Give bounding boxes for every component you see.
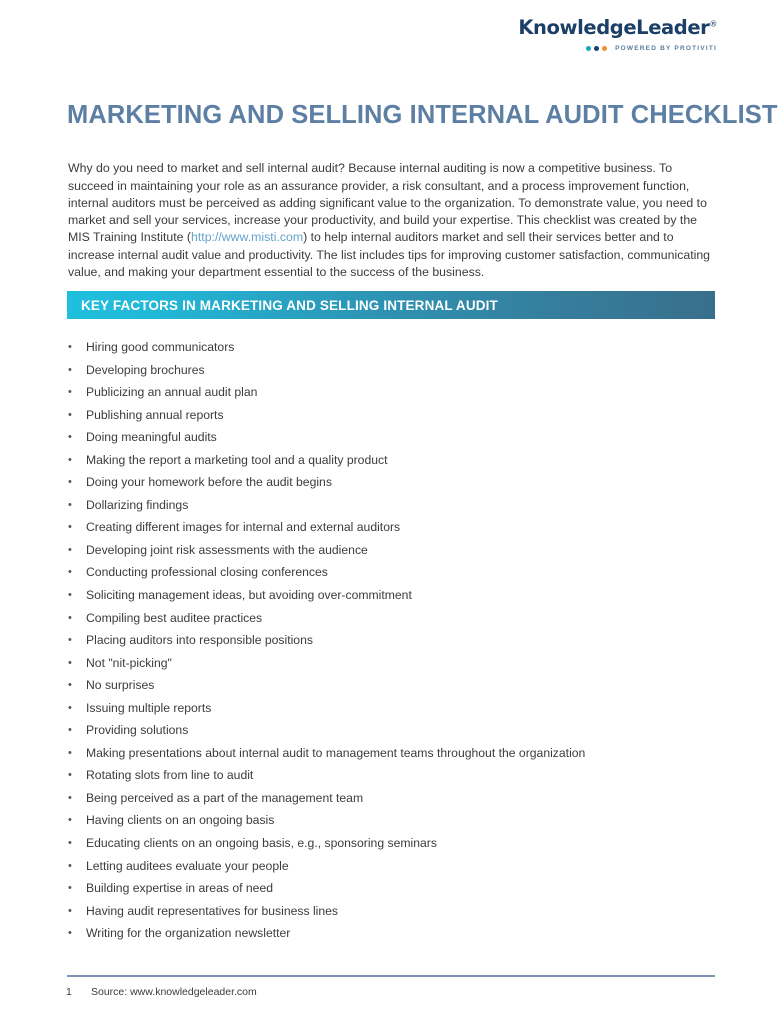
list-item-label: Publicizing an annual audit plan [86, 385, 258, 400]
list-item [68, 607, 728, 630]
list-item [68, 359, 728, 382]
logo-tagline-text: POWERED BY PROTIVITI [615, 44, 717, 52]
intro-paragraph [68, 160, 714, 281]
bullet-marker-icon: • [68, 543, 72, 556]
list-item-label: Doing meaningful audits [86, 430, 217, 445]
bullet-marker-icon: • [68, 927, 72, 940]
bullet-marker-icon: • [68, 521, 72, 534]
misti-link[interactable]: http://www.misti.com [191, 230, 304, 245]
bullet-marker-icon: • [68, 814, 72, 827]
list-item-label: Rotating slots from line to audit [86, 768, 254, 783]
list-item [68, 652, 728, 675]
key-factors-list [68, 336, 728, 945]
page-title: MARKETING AND SELLING INTERNAL AUDIT CHECKLIST [67, 101, 778, 130]
list-item-label: Soliciting management ideas, but avoiding over-commitment [86, 588, 412, 603]
intro-text-part1: Why do you need to market and sell internal audit? Because internal auditing is now a competitive business. To succeed in maintaining your role as an assurance provider, a risk consultant, and a process improvement function, internal auditors must be perceived as adding significant value to the organization. To demonstrate value, you need to market and sell your services, increase your productivity, and build your expertise. This checklist was created by the MIS Training Institute ( [68, 161, 707, 245]
bullet-marker-icon: • [68, 679, 72, 692]
bullet-marker-icon: • [68, 386, 72, 399]
page-header [0, 0, 783, 76]
bullet-marker-icon: • [68, 589, 72, 602]
list-item-label: Doing your homework before the audit begins [86, 475, 332, 490]
footer-divider [67, 975, 715, 977]
bullet-marker-icon: • [68, 408, 72, 421]
list-item [68, 449, 728, 472]
list-item-label: Writing for the organization newsletter [86, 926, 291, 941]
list-item [68, 787, 728, 810]
list-item-label: Being perceived as a part of the management team [86, 790, 364, 805]
list-item-label: Placing auditors into responsible positions [86, 633, 313, 648]
bullet-marker-icon: • [68, 476, 72, 489]
section-header-bar [67, 291, 715, 319]
bullet-marker-icon: • [68, 791, 72, 804]
list-item-label: Making the report a marketing tool and a quality product [86, 452, 388, 467]
list-item-label: Making presentations about internal audit to management teams throughout the organization [86, 745, 586, 760]
list-item [68, 674, 728, 697]
footer-source-text: Source: www.knowledgeleader.com [91, 986, 257, 998]
list-item [68, 404, 728, 427]
list-item [68, 539, 728, 562]
list-item-label: Providing solutions [86, 723, 189, 738]
list-item-label: Publishing annual reports [86, 407, 224, 422]
bullet-marker-icon: • [68, 746, 72, 759]
bullet-marker-icon: • [68, 498, 72, 511]
list-item [68, 719, 728, 742]
knowledgeleader-logo[interactable] [518, 18, 717, 52]
list-item-label: Creating different images for internal and external auditors [86, 520, 401, 535]
logo-wordmark [518, 18, 717, 38]
bullet-marker-icon: • [68, 634, 72, 647]
list-item-label: Hiring good communicators [86, 340, 235, 354]
bullet-marker-icon: • [68, 611, 72, 624]
list-item-label: Having audit representatives for business lines [86, 903, 339, 918]
list-item [68, 471, 728, 494]
bullet-marker-icon: • [68, 859, 72, 872]
page-footer [66, 986, 716, 998]
list-item [68, 855, 728, 878]
bullet-marker-icon: • [68, 769, 72, 782]
list-item [68, 764, 728, 787]
list-item [68, 494, 728, 517]
bullet-marker-icon: • [68, 656, 72, 669]
bullet-marker-icon: • [68, 701, 72, 714]
list-item [68, 426, 728, 449]
footer-page-number: 1 [66, 986, 72, 998]
list-item [68, 877, 728, 900]
list-item [68, 516, 728, 539]
list-item-label: Having clients on an ongoing basis [86, 813, 275, 828]
list-item [68, 561, 728, 584]
list-item-label: Developing joint risk assessments with the audience [86, 542, 368, 557]
bullet-marker-icon: • [68, 837, 72, 850]
logo-tagline [518, 45, 717, 52]
registered-trademark-icon: ® [709, 19, 717, 29]
list-item-label: Developing brochures [86, 362, 205, 377]
list-item [68, 809, 728, 832]
dot-navy-icon [594, 46, 599, 51]
list-item-label: Educating clients on an ongoing basis, e.g., sponsoring seminars [86, 836, 437, 851]
list-item-label: Building expertise in areas of need [86, 881, 273, 896]
bullet-marker-icon: • [68, 904, 72, 917]
list-item [68, 922, 728, 945]
three-dots-icon [586, 46, 607, 51]
logo-wordmark-text: KnowledgeLeader [518, 16, 710, 39]
list-item-label: No surprises [86, 678, 155, 693]
section-header-label: KEY FACTORS IN MARKETING AND SELLING INTERNAL AUDIT [81, 297, 498, 313]
dot-teal-icon [586, 46, 591, 51]
list-item [68, 832, 728, 855]
list-item [68, 336, 728, 359]
list-item-label: Issuing multiple reports [86, 700, 212, 715]
list-item-label: Conducting professional closing conferences [86, 565, 328, 580]
list-item [68, 629, 728, 652]
list-item-label: Compiling best auditee practices [86, 610, 263, 625]
list-item-label: Letting auditees evaluate your people [86, 858, 289, 873]
bullet-marker-icon: • [68, 431, 72, 444]
bullet-marker-icon: • [68, 453, 72, 466]
bullet-marker-icon: • [68, 724, 72, 737]
list-item [68, 381, 728, 404]
intro-text-part2: ) to help internal auditors market and sell their services better and to increase internal audit value and productivity. The list includes tips for improving customer satisfaction, communicating value, and making your department essential to the success of the business. [68, 230, 711, 280]
list-item-label: Not "nit-picking" [86, 655, 172, 670]
dot-orange-icon [602, 46, 607, 51]
list-item [68, 742, 728, 765]
list-item [68, 697, 728, 720]
bullet-marker-icon: • [68, 882, 72, 895]
list-item [68, 900, 728, 923]
list-item [68, 584, 728, 607]
list-item-label: Dollarizing findings [86, 497, 189, 512]
bullet-marker-icon: • [68, 363, 72, 376]
bullet-marker-icon: • [68, 566, 72, 579]
bullet-marker-icon: • [68, 341, 72, 353]
